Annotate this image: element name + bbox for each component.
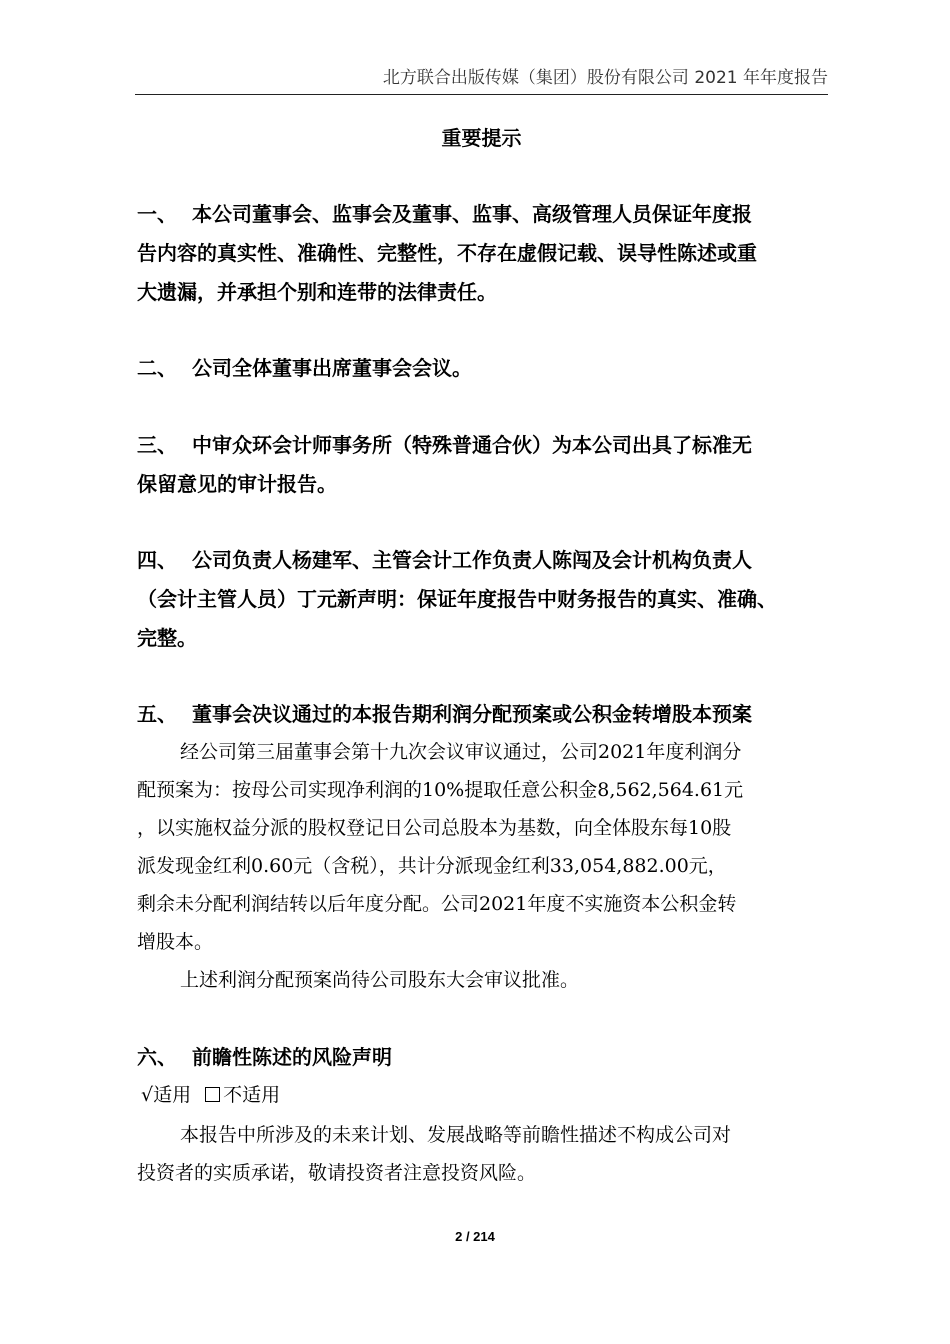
notice-item-6 xyxy=(137,1038,830,1077)
profit-plan-paragraph xyxy=(137,733,830,999)
paragraph-line: 增股本。 xyxy=(137,931,214,953)
item-text: 中审众环会计师事务所（特殊普通合伙）为本公司出具了标准无 xyxy=(192,433,752,457)
paragraph-line: 配预案为：按母公司实现净利润的10%提取任意公积金8,562,564.61元 xyxy=(137,779,744,801)
check-mark-icon: √ xyxy=(141,1084,154,1106)
notice-line: 保留意见的审计报告。 xyxy=(137,472,337,496)
notice-line xyxy=(137,541,830,580)
paragraph-line: 本报告中所涉及的未来计划、发展战略等前瞻性描述不构成公司对 xyxy=(180,1124,732,1146)
notice-item-3 xyxy=(137,426,830,504)
risk-statement-paragraph xyxy=(137,1116,830,1192)
notice-item-5 xyxy=(137,695,830,734)
notice-line: 完整。 xyxy=(137,626,197,650)
item-text: 公司全体董事出席董事会会议。 xyxy=(192,356,472,380)
item-text: 前瞻性陈述的风险声明 xyxy=(192,1045,392,1069)
item-number: 六、 xyxy=(137,1045,177,1069)
page-number: 2 / 214 xyxy=(455,1229,495,1244)
applicability-options xyxy=(141,1078,280,1112)
notice-item-1 xyxy=(137,195,830,312)
header-divider xyxy=(135,94,828,95)
item-text: 公司负责人杨建军、主管会计工作负责人陈闯及会计机构负责人 xyxy=(192,548,752,572)
item-text: 董事会决议通过的本报告期利润分配预案或公积金转增股本预案 xyxy=(192,702,752,726)
item-number: 一、 xyxy=(137,202,177,226)
report-header: 北方联合出版传媒（集团）股份有限公司 2021 年年度报告 xyxy=(382,68,828,88)
applicable-label: 适用 xyxy=(153,1084,192,1106)
approval-line: 上述利润分配预案尚待公司股东大会审议批准。 xyxy=(180,969,580,991)
item-number: 三、 xyxy=(137,433,177,457)
paragraph-line: 投资者的实质承诺，敬请投资者注意投资风险。 xyxy=(137,1162,537,1184)
notice-line: （会计主管人员）丁元新声明：保证年度报告中财务报告的真实、准确、 xyxy=(137,587,777,611)
paragraph-line: ，以实施权益分派的股权登记日公司总股本为基数，向全体股东每10股 xyxy=(137,817,732,839)
item-number: 五、 xyxy=(137,702,177,726)
notice-line: 告内容的真实性、准确性、完整性，不存在虚假记载、误导性陈述或重 xyxy=(137,241,757,265)
item-number: 四、 xyxy=(137,548,177,572)
paragraph-line: 经公司第三届董事会第十九次会议审议通过，公司2021年度利润分 xyxy=(180,741,742,763)
notice-line: 大遗漏，并承担个别和连带的法律责任。 xyxy=(137,280,497,304)
item-number: 二、 xyxy=(137,356,177,380)
notice-line xyxy=(137,1038,830,1077)
page-title: 重要提示 xyxy=(441,126,522,150)
item-text: 本公司董事会、监事会及董事、监事、高级管理人员保证年度报 xyxy=(192,202,752,226)
notice-item-2 xyxy=(137,349,830,388)
notice-line xyxy=(137,349,830,388)
paragraph-line: 剩余未分配利润结转以后年度分配。公司2021年度不实施资本公积金转 xyxy=(137,893,737,915)
notice-line xyxy=(137,695,830,734)
not-applicable-label: 不适用 xyxy=(223,1084,281,1106)
notice-item-4 xyxy=(137,541,830,658)
notice-line xyxy=(137,195,830,234)
empty-checkbox-icon xyxy=(205,1087,220,1102)
paragraph-line: 派发现金红利0.60元（含税），共计分派现金红利33,054,882.00元， xyxy=(137,855,727,877)
notice-line xyxy=(137,426,830,465)
